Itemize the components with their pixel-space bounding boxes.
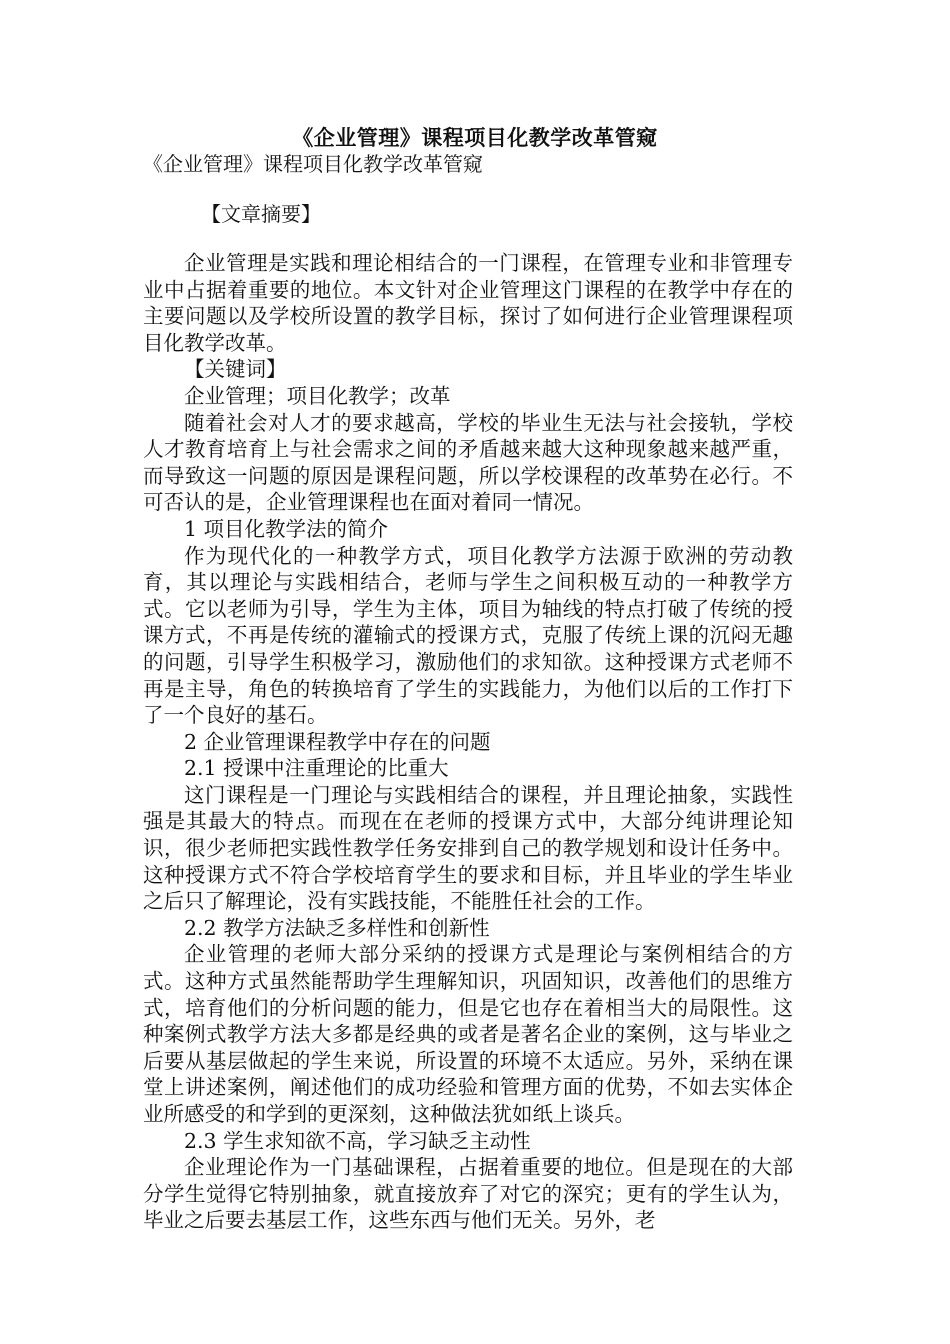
subsection-heading-2-2: 2.2 教学方法缺乏多样性和创新性 (184, 915, 490, 940)
subsection-heading-2-3: 2.3 学生求知欲不高，学习缺乏主动性 (184, 1128, 531, 1153)
keywords-label: 【关键词】 (184, 357, 287, 382)
document-body (143, 250, 793, 1234)
document-subtitle: 《企业管理》课程项目化教学改革管窥 (143, 152, 483, 176)
section-heading-1: 1 项目化教学法的简介 (184, 516, 389, 541)
intro-paragraph: 随着社会对人才的要求越高，学校的毕业生无法与社会接轨，学校人才教育培育上与社会需求之间的矛盾越来越大这种现象越来越严重，而导致这一问题的原因是课程问题，所以学校课程的改革势在必行。不可否认的是，企业管理课程也在面对着同一情况。 (143, 410, 793, 515)
document-title: 《企业管理》课程项目化教学改革管窥 (292, 125, 658, 150)
subsection-2-2-paragraph: 企业管理的老师大部分采纳的授课方式是理论与案例相结合的方式。这种方式虽然能帮助学生理解知识，巩固知识，改善他们的思维方式，培育他们的分析问题的能力，但是它也存在着相当大的局限性。这种案例式教学方法大多都是经典的或者是著名企业的案例，这与毕业之后要从基层做起的学生来说，所设置的环境不太适应。另外，采纳在课堂上讲述案例，阐述他们的成功经验和管理方面的优势，不如去实体企业所感受的和学到的更深刻，这种做法犹如纸上谈兵。 (143, 942, 793, 1126)
subsection-2-1-paragraph: 这门课程是一门理论与实践相结合的课程，并且理论抽象，实践性强是其最大的特点。而现在在老师的授课方式中，大部分纯讲理论知识，很少老师把实践性教学任务安排到自己的教学规划和设计任务中。这种授课方式不符合学校培育学生的要求和目标，并且毕业的学生毕业之后只了解理论，没有实践技能，不能胜任社会的工作。 (143, 782, 793, 914)
abstract-label: 【文章摘要】 (201, 202, 321, 226)
subsection-heading-2-1: 2.1 授课中注重理论的比重大 (184, 756, 449, 781)
subsection-2-3-paragraph: 企业理论作为一门基础课程，占据着重要的地位。但是现在的大部分学生觉得它特别抽象，就直接放弃了对它的深究；更有的学生认为，毕业之后要去基层工作，这些东西与他们无关。另外，老 (143, 1155, 793, 1233)
keywords-text: 企业管理；项目化教学；改革 (184, 383, 451, 408)
section-1-paragraph: 作为现代化的一种教学方式，项目化教学方法源于欧洲的劳动教育，其以理论与实践相结合，老师与学生之间积极互动的一种教学方式。它以老师为引导，学生为主体，项目为轴线的特点打破了传统的授课方式，不再是传统的灌输式的授课方式，克服了传统上课的沉闷无趣的问题，引导学生积极学习，激励他们的求知欲。这种授课方式老师不再是主导，角色的转换培育了学生的实践能力，为他们以后的工作打下了一个良好的基石。 (143, 543, 793, 728)
section-heading-2: 2 企业管理课程教学中存在的问题 (184, 729, 491, 754)
abstract-paragraph: 企业管理是实践和理论相结合的一门课程，在管理专业和非管理专业中占据着重要的地位。本文针对企业管理这门课程的在教学中存在的主要问题以及学校所设置的教学目标，探讨了如何进行企业管理课程项目化教学改革。 (143, 251, 793, 355)
